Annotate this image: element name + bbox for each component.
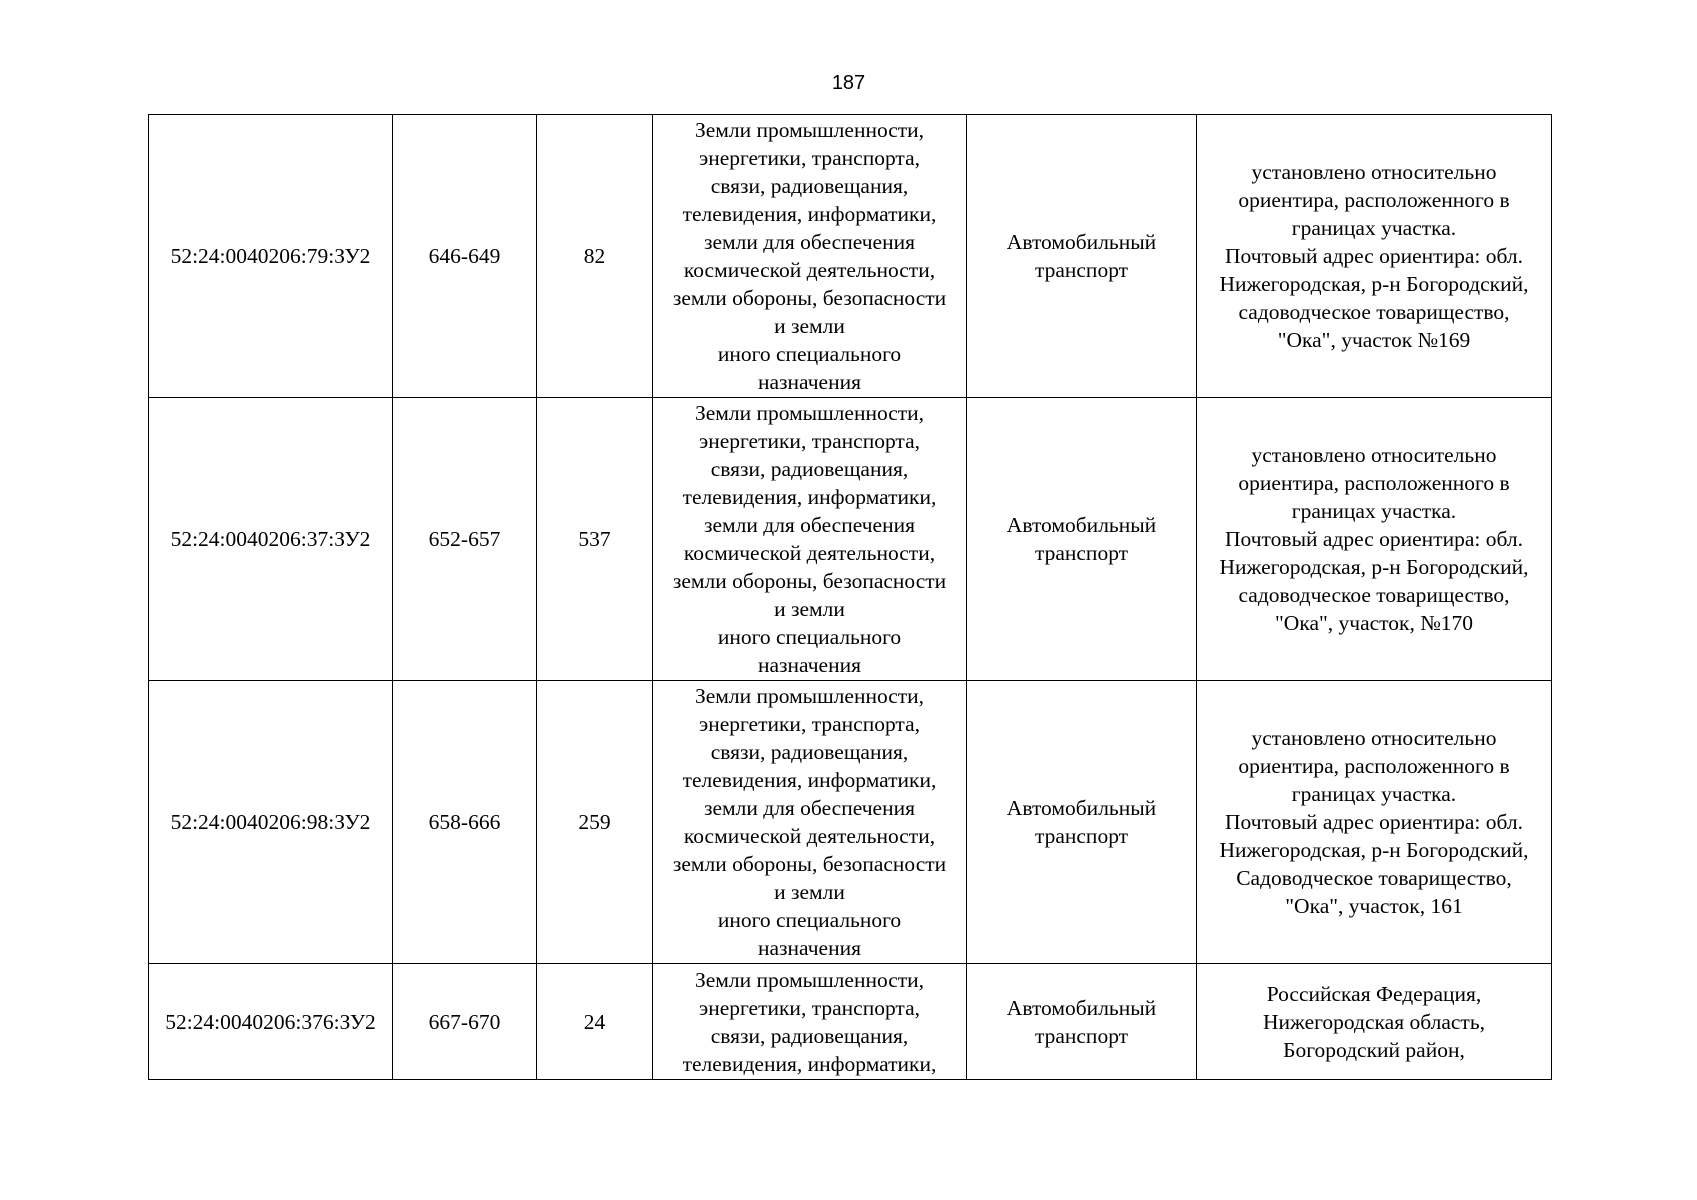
area-cell: 82	[537, 115, 653, 398]
point-range-cell: 658-666	[393, 681, 537, 964]
permitted-use-cell: Автомобильный транспорт	[967, 964, 1197, 1080]
address-cell: установлено относительно ориентира, расположенного в границах участка. Почтовый адрес ориентира: обл. Нижегородская, р-н Богородский, садоводческое товарищество, "Ока", участок, №170	[1197, 398, 1552, 681]
table-row	[149, 398, 1552, 681]
address-cell: установлено относительно ориентира, расположенного в границах участка. Почтовый адрес ориентира: обл. Нижегородская, р-н Богородский, садоводческое товарищество, "Ока", участок №169	[1197, 115, 1552, 398]
address-cell: Российская Федерация, Нижегородская область, Богородский район,	[1197, 964, 1552, 1080]
area-cell: 537	[537, 398, 653, 681]
area-cell: 259	[537, 681, 653, 964]
permitted-use-cell: Автомобильный транспорт	[967, 398, 1197, 681]
cadastral-number-cell: 52:24:0040206:98:ЗУ2	[149, 681, 393, 964]
cadastral-number-cell: 52:24:0040206:376:ЗУ2	[149, 964, 393, 1080]
point-range-cell: 646-649	[393, 115, 537, 398]
permitted-use-cell: Автомобильный транспорт	[967, 681, 1197, 964]
cadastral-number-cell: 52:24:0040206:37:ЗУ2	[149, 398, 393, 681]
point-range-cell: 667-670	[393, 964, 537, 1080]
land-category-cell: Земли промышленности, энергетики, транспорта, связи, радиовещания, телевидения, информатики, земли для обеспечения космической деятельности, земли обороны, безопасности и земли иного специального назначения	[653, 681, 967, 964]
land-category-cell: Земли промышленности, энергетики, транспорта, связи, радиовещания, телевидения, информатики, земли для обеспечения космической деятельности, земли обороны, безопасности и земли иного специального назначения	[653, 115, 967, 398]
page-number: 187	[831, 72, 866, 94]
point-range-cell: 652-657	[393, 398, 537, 681]
area-cell: 24	[537, 964, 653, 1080]
address-cell: установлено относительно ориентира, расположенного в границах участка. Почтовый адрес ориентира: обл. Нижегородская, р-н Богородский, Садоводческое товарищество, "Ока", участок, 161	[1197, 681, 1552, 964]
table-row	[149, 964, 1552, 1080]
land-category-cell: Земли промышленности, энергетики, транспорта, связи, радиовещания, телевидения, информатики, земли для обеспечения космической деятельности, земли обороны, безопасности и земли иного специального назначения	[653, 398, 967, 681]
cadastral-number-cell: 52:24:0040206:79:ЗУ2	[149, 115, 393, 398]
land-category-cell: Земли промышленности, энергетики, транспорта, связи, радиовещания, телевидения, информатики,	[653, 964, 967, 1080]
land-plots-table	[148, 114, 1552, 1080]
permitted-use-cell: Автомобильный транспорт	[967, 115, 1197, 398]
table-row	[149, 115, 1552, 398]
table-row	[149, 681, 1552, 964]
